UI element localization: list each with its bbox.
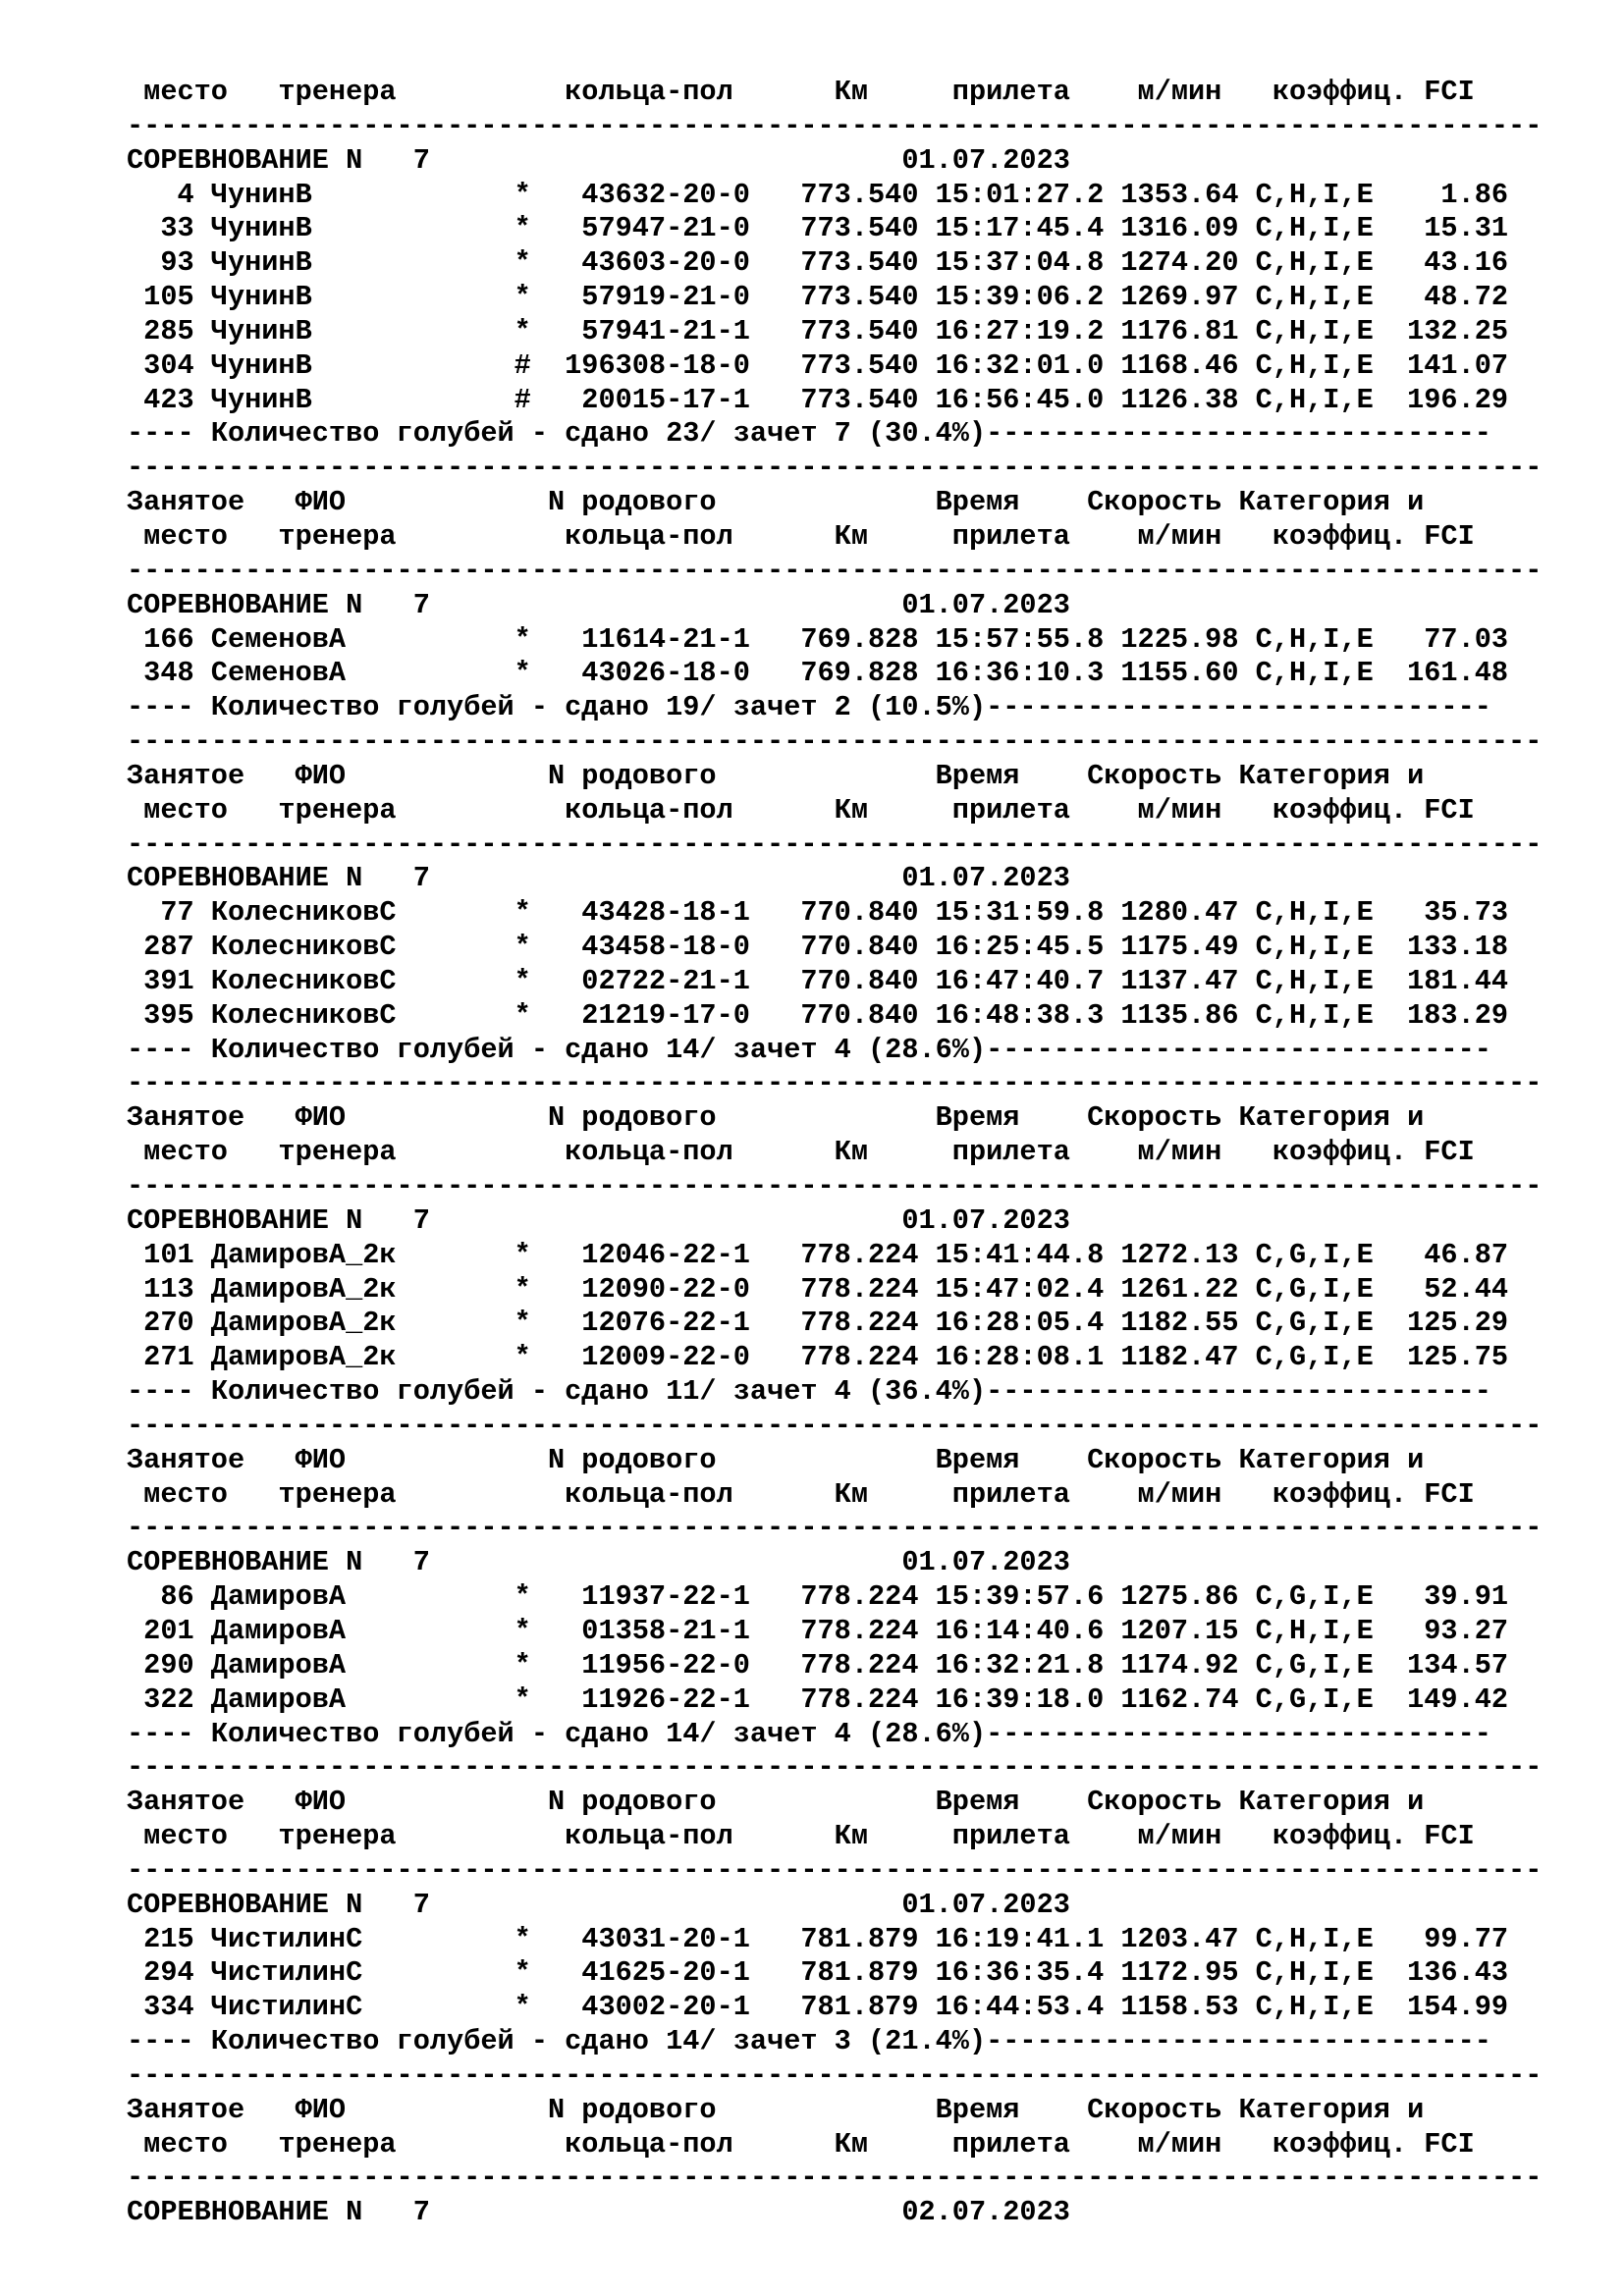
- section-summary: ---- Количество голубей - сдано 19/ зачет 2 (10.5%)------------------------------: [127, 691, 1491, 724]
- result-row: 290 ДамировА * 11956-22-0 778.224 16:32:21.8 1174.92 C,G,I,E 134.57: [127, 1648, 1509, 1682]
- section-summary: ---- Количество голубей - сдано 14/ зачет 4 (28.6%)------------------------------: [127, 1717, 1491, 1750]
- column-header-line-1: Занятое ФИО N родового Время Скорость Категория и: [127, 486, 1425, 519]
- divider-line: ------------------------------------------------------------------------------------: [127, 554, 1543, 587]
- result-row: 395 КолесниковС * 21219-17-0 770.840 16:48:38.3 1135.86 C,H,I,E 183.29: [127, 998, 1509, 1032]
- result-row: 33 ЧунинВ * 57947-21-0 773.540 15:17:45.4 1316.09 C,H,I,E 15.31: [127, 212, 1509, 245]
- result-row: 423 ЧунинВ # 20015-17-1 773.540 16:56:45.0 1126.38 C,H,I,E 196.29: [127, 383, 1509, 416]
- competition-heading: СОРЕВНОВАНИЕ N 7 01.07.2023: [127, 143, 1070, 177]
- divider-line: ------------------------------------------------------------------------------------: [127, 1409, 1543, 1442]
- divider-line: ------------------------------------------------------------------------------------: [127, 452, 1543, 485]
- divider-line: ------------------------------------------------------------------------------------: [127, 828, 1543, 861]
- divider-line: ------------------------------------------------------------------------------------: [127, 109, 1543, 142]
- column-header-line-2: место тренера кольца-пол Км прилета м/мин коэффиц. FCI: [127, 1136, 1475, 1169]
- column-header-line-1: Занятое ФИО N родового Время Скорость Категория и: [127, 1786, 1425, 1819]
- result-row: 77 КолесниковС * 43428-18-1 770.840 15:31:59.8 1280.47 C,H,I,E 35.73: [127, 896, 1509, 930]
- result-row: 287 КолесниковС * 43458-18-0 770.840 16:25:45.5 1175.49 C,H,I,E 133.18: [127, 931, 1509, 964]
- column-header-line-1: Занятое ФИО N родового Время Скорость Категория и: [127, 2093, 1425, 2126]
- column-header-line-2: место тренера кольца-пол Км прилета м/мин коэффиц. FCI: [127, 519, 1475, 553]
- section-summary: ---- Количество голубей - сдано 11/ зачет 4 (36.4%)------------------------------: [127, 1375, 1491, 1409]
- result-row: 285 ЧунинВ * 57941-21-1 773.540 16:27:19.2 1176.81 C,H,I,E 132.25: [127, 314, 1509, 347]
- competition-heading: СОРЕВНОВАНИЕ N 7 01.07.2023: [127, 862, 1070, 895]
- divider-line: ------------------------------------------------------------------------------------: [127, 2162, 1543, 2195]
- result-row: 334 ЧистилинС * 43002-20-1 781.879 16:44:53.4 1158.53 C,H,I,E 154.99: [127, 1991, 1509, 2024]
- result-row: 93 ЧунинВ * 43603-20-0 773.540 15:37:04.8 1274.20 C,H,I,E 43.16: [127, 246, 1509, 280]
- column-header-line-2: место тренера кольца-пол Км прилета м/мин коэффиц. FCI: [127, 1820, 1475, 1853]
- column-header-line-2: место тренера кольца-пол Км прилета м/мин коэффиц. FCI: [127, 1477, 1475, 1511]
- divider-line: ------------------------------------------------------------------------------------: [127, 1853, 1543, 1887]
- competition-heading: СОРЕВНОВАНИЕ N 7 01.07.2023: [127, 588, 1070, 621]
- competition-heading: СОРЕВНОВАНИЕ N 7 01.07.2023: [127, 1203, 1070, 1237]
- result-row: 294 ЧистилинС * 41625-20-1 781.879 16:36:35.4 1172.95 C,H,I,E 136.43: [127, 1956, 1509, 1990]
- result-row: 105 ЧунинВ * 57919-21-0 773.540 15:39:06.2 1269.97 C,H,I,E 48.72: [127, 281, 1509, 314]
- result-row: 271 ДамировА_2к * 12009-22-0 778.224 16:28:08.1 1182.47 C,G,I,E 125.75: [127, 1341, 1509, 1374]
- column-header-line-2: место тренера кольца-пол Км прилета м/мин коэффиц. FCI: [127, 793, 1475, 827]
- result-row: 86 ДамировА * 11937-22-1 778.224 15:39:57.6 1275.86 C,G,I,E 39.91: [127, 1580, 1509, 1614]
- divider-line: ------------------------------------------------------------------------------------: [127, 1067, 1543, 1100]
- section-summary: ---- Количество голубей - сдано 23/ зачет 7 (30.4%)------------------------------: [127, 417, 1491, 451]
- divider-line: ------------------------------------------------------------------------------------: [127, 725, 1543, 759]
- competition-heading: СОРЕВНОВАНИЕ N 7 01.07.2023: [127, 1546, 1070, 1579]
- section-summary: ---- Количество голубей - сдано 14/ зачет 3 (21.4%)------------------------------: [127, 2025, 1491, 2058]
- divider-line: ------------------------------------------------------------------------------------: [127, 1751, 1543, 1785]
- result-row: 304 ЧунинВ # 196308-18-0 773.540 16:32:01.0 1168.46 C,H,I,E 141.07: [127, 348, 1509, 382]
- result-row: 201 ДамировА * 01358-21-1 778.224 16:14:40.6 1207.15 C,H,I,E 93.27: [127, 1614, 1509, 1647]
- divider-line: ------------------------------------------------------------------------------------: [127, 1170, 1543, 1202]
- column-header-line-1: Занятое ФИО N родового Время Скорость Категория и: [127, 1443, 1425, 1476]
- column-header-line-1: Занятое ФИО N родового Время Скорость Категория и: [127, 1101, 1425, 1135]
- divider-line: ------------------------------------------------------------------------------------: [127, 2058, 1543, 2092]
- divider-line: ------------------------------------------------------------------------------------: [127, 1512, 1543, 1545]
- result-row: 391 КолесниковС * 02722-21-1 770.840 16:47:40.7 1137.47 C,H,I,E 181.44: [127, 964, 1509, 997]
- column-header-line-2: место тренера кольца-пол Км прилета м/мин коэффиц. FCI: [127, 76, 1475, 108]
- result-row: 322 ДамировА * 11926-22-1 778.224 16:39:18.0 1162.74 C,G,I,E 149.42: [127, 1682, 1509, 1716]
- result-row: 270 ДамировА_2к * 12076-22-1 778.224 16:28:05.4 1182.55 C,G,I,E 125.29: [127, 1307, 1509, 1340]
- competition-heading: СОРЕВНОВАНИЕ N 7 02.07.2023: [127, 2196, 1070, 2229]
- column-header-line-2: место тренера кольца-пол Км прилета м/мин коэффиц. FCI: [127, 2127, 1475, 2161]
- section-summary: ---- Количество голубей - сдано 14/ зачет 4 (28.6%)------------------------------: [127, 1033, 1491, 1066]
- result-row: 348 СеменовА * 43026-18-0 769.828 16:36:10.3 1155.60 C,H,I,E 161.48: [127, 657, 1509, 690]
- result-row: 215 ЧистилинС * 43031-20-1 781.879 16:19:41.1 1203.47 C,H,I,E 99.77: [127, 1922, 1509, 1955]
- result-row: 113 ДамировА_2к * 12090-22-0 778.224 15:47:02.4 1261.22 C,G,I,E 52.44: [127, 1272, 1509, 1306]
- results-printout: [127, 76, 1542, 2230]
- result-row: 101 ДамировА_2к * 12046-22-1 778.224 15:41:44.8 1272.13 C,G,I,E 46.87: [127, 1238, 1509, 1271]
- competition-heading: СОРЕВНОВАНИЕ N 7 01.07.2023: [127, 1888, 1070, 1921]
- column-header-line-1: Занятое ФИО N родового Время Скорость Категория и: [127, 759, 1425, 792]
- result-row: 166 СеменовА * 11614-21-1 769.828 15:57:55.8 1225.98 C,H,I,E 77.03: [127, 622, 1509, 656]
- result-row: 4 ЧунинВ * 43632-20-0 773.540 15:01:27.2 1353.64 C,H,I,E 1.86: [127, 178, 1509, 211]
